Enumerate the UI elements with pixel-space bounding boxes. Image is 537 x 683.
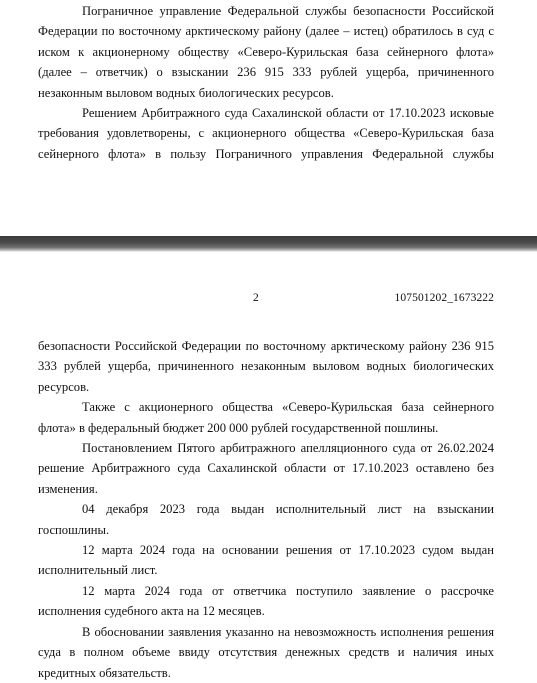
page-1-text: [38, 1, 494, 164]
paragraph-appeal: Постановлением Пятого арбитражного апелляционного суда от 26.02.2024 решение Арбитражного суда Сахалинской области от 17.10.2023 оставлено без изменения.: [38, 441, 494, 496]
document-page-1: [0, 0, 537, 236]
paragraph-justification: В обосновании заявления указанно на невозможность исполнения решения суда в полном объеме ввиду отсутствия денежных средств и наличия иных кредитных обязательств.: [38, 624, 494, 680]
page-separator: [0, 236, 537, 252]
paragraph-continuation: безопасности Российской Федерации по восточному арктическому району 236 915 333 рублей ущерба, причиненного незаконным выловом водных биологических ресурсов.: [38, 339, 494, 394]
document-page-2: [0, 252, 537, 680]
paragraph-state-duty: Также с акционерного общества «Северо-Курильская база сейнерного флота» в федеральный бюджет 200 000 рублей государственной пошлины.: [38, 400, 494, 435]
paragraph-decision: Решением Арбитражного суда Сахалинской области от 17.10.2023 исковые требования удовлетворены, с акционерного общества «Северо-Курильская база сейнерного флота» в пользу Пограничного управления Федеральной службы: [38, 106, 494, 161]
paragraph-claim: Пограничное управление Федеральной службы безопасности Российской Федерации по восточному арктическому району (далее – истец) обратилось в суд с иском к акционерному обществу «Северо-Курильская база сейнерного флота» (далее – ответчик) о взыскании 236 915 333 рублей ущерба, причиненного незаконным выловом водных биологических ресурсов.: [38, 4, 494, 100]
paragraph-writ-duty: 04 декабря 2023 года выдан исполнительный лист на взыскании госпошлины.: [38, 502, 494, 537]
paragraph-installment-request: 12 марта 2024 года от ответчика поступило заявление о рассрочке исполнения судебного акта на 12 месяцев.: [38, 583, 494, 619]
page-2-text: [38, 336, 494, 683]
document-id: 107501202_1673222: [394, 292, 494, 304]
page-number: 2: [253, 292, 259, 304]
paragraph-writ-issued: 12 марта 2024 года на основании решения от 17.10.2023 судом выдан исполнительный лист.: [38, 543, 494, 578]
